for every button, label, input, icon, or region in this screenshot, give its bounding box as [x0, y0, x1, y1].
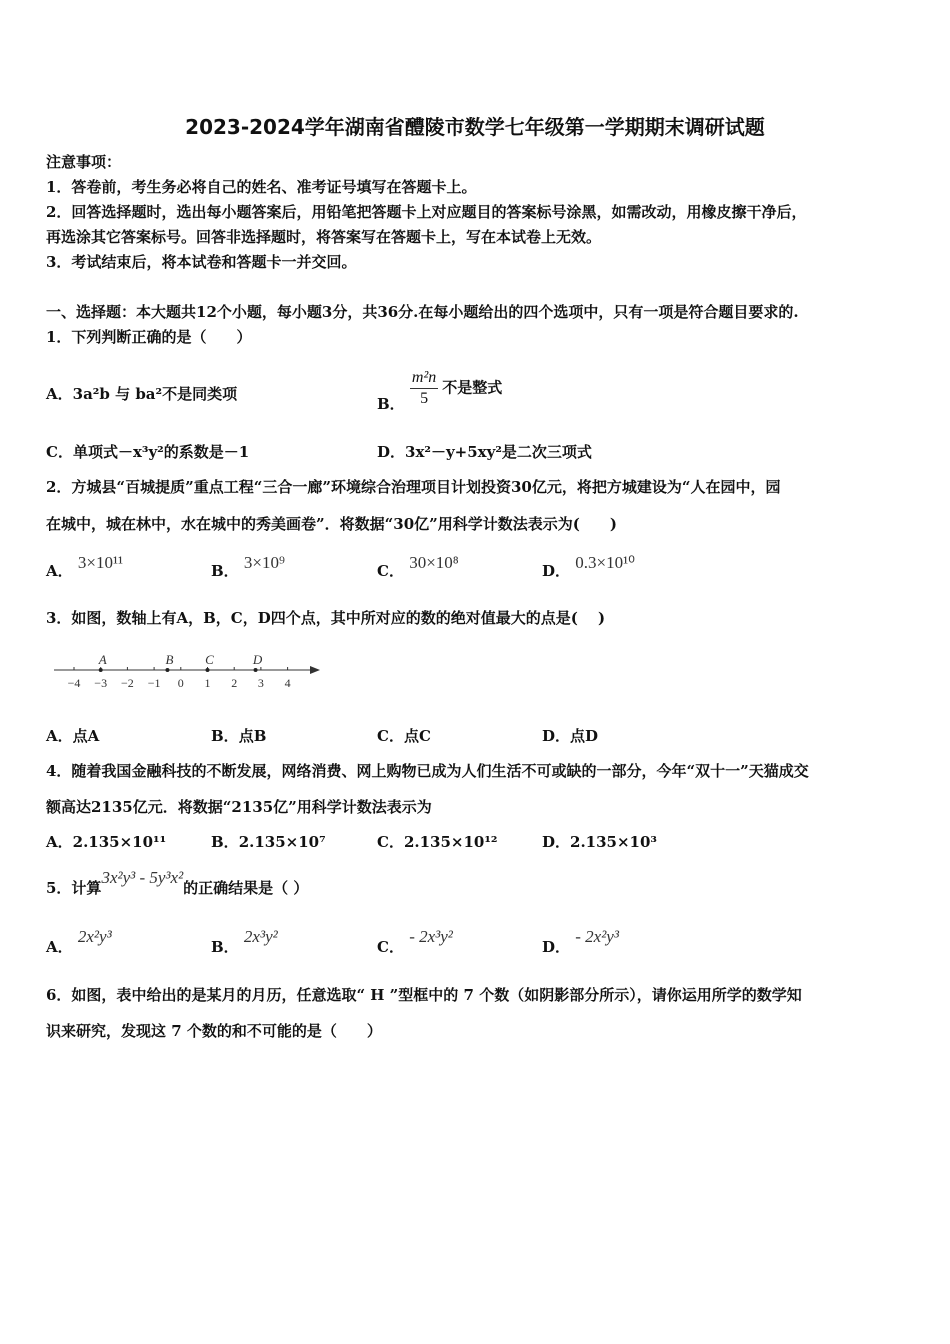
q6-stem-line2: 识来研究，发现这 7 个数的和不可能的是（ ） [46, 1022, 382, 1040]
q1-option-a: A．3a²b 与 ba²不是同类项 [46, 385, 238, 403]
notice-item: 1．答卷前，考生务必将自己的姓名、准考证号填写在答题卡上。 [46, 178, 477, 196]
q1-option-c: C．单项式－x³y²的系数是－1 [46, 443, 250, 461]
number-line-tick-label: 0 [177, 676, 184, 690]
q1-stem: 1．下列判断正确的是（ ） [46, 328, 252, 346]
q1-b-fraction: $\frac{\text{m²n}}{5}$ [411, 369, 437, 407]
number-line-point [165, 668, 169, 672]
q3-option-d: D．点D [542, 727, 599, 745]
number-line-tick-label: −2 [121, 676, 134, 690]
number-line-point [99, 668, 103, 672]
q4-option-a: A．2.135×10¹¹ [46, 833, 167, 851]
q2-option-d: D． 0.3×10¹⁰ [542, 553, 635, 580]
notice-item: 再选涂其它答案标号。回答非选择题时，将答案写在答题卡上，写在本试卷上无效。 [46, 228, 602, 246]
q4-stem-line1: 4．随着我国金融科技的不断发展，网络消费、网上购物已成为人们生活不可或缺的一部分，今年“双十一”天猫成交 [46, 762, 809, 780]
number-line-figure [52, 650, 332, 694]
notice-heading: 注意事项： [46, 153, 122, 171]
q4-option-c: C．2.135×10¹² [377, 833, 498, 851]
number-line-arrow-icon [310, 666, 320, 674]
q2-option-b: B． 3×10⁹ [211, 553, 285, 580]
q2-option-a: A． 3×10¹¹ [46, 553, 124, 580]
number-line-point [254, 668, 258, 672]
number-line-point [206, 668, 210, 672]
q5-option-d: D． - 2x²y³ [542, 927, 619, 956]
q3-option-b: B．点B [211, 727, 267, 745]
q2-stem-line1: 2．方城县“百城提质”重点工程“三合一廊”环境综合治理项目计划投资30亿元，将把方城建设为“人在园中，园 [46, 478, 781, 496]
notice-item: 2．回答选择题时，选出每小题答案后，用铅笔把答题卡上对应题目的答案标号涂黑，如需改动，用橡皮擦干净后， [46, 203, 807, 221]
q5-stem: 5．计算3x²y³ - 5y³x²的正确结果是（ ） [46, 868, 309, 897]
q4-stem-line2: 额高达2135亿元．将数据“2135亿”用科学计数法表示为 [46, 798, 432, 816]
q3-option-c: C．点C [377, 727, 431, 745]
number-line-tick-label: 4 [284, 676, 291, 690]
number-line-point-label: A [98, 652, 107, 667]
q5-option-c: C． - 2x³y² [377, 927, 453, 956]
q1-option-d: D．3x²－y+5xy²是二次三项式 [377, 443, 592, 461]
number-line-points [98, 652, 263, 672]
number-line-point-label: D [252, 652, 263, 667]
number-line-tick-label: 3 [257, 676, 264, 690]
q5-option-a: A． 2x²y³ [46, 927, 112, 956]
q4-option-b: B．2.135×10⁷ [211, 833, 326, 851]
q1-a-expr: 3a²b [72, 385, 110, 403]
number-line-tick-label: 1 [204, 676, 211, 690]
number-line-tick-label: −1 [147, 676, 161, 690]
number-line-tick-label: −3 [94, 676, 108, 690]
number-line-point-label: C [205, 652, 214, 667]
q3-option-a: A．点A [46, 727, 100, 745]
number-line-tick-label: 2 [231, 676, 238, 690]
page-title: 2023-2024学年湖南省醴陵市数学七年级第一学期期末调研试题 [185, 115, 765, 139]
q5-option-b: B． 2x³y² [211, 927, 278, 956]
q4-option-d: D．2.135×10³ [542, 833, 657, 851]
q2-option-c: C． 30×10⁸ [377, 553, 459, 580]
notice-item: 3．考试结束后，将本试卷和答题卡一并交回。 [46, 253, 357, 271]
q1-option-b: B． $\frac{\text{m²n}}{5}$ 不是整式 [377, 369, 503, 413]
section-heading: 一、选择题：本大题共12个小题，每小题3分，共36分.在每小题给出的四个选项中，只有一项是符合题目要求的. [46, 303, 799, 321]
q6-stem-line1: 6．如图，表中给出的是某月的月历，任意选取“ H ”型框中的 7 个数（如阴影部分所示），请你运用所学的数学知 [46, 986, 802, 1004]
q1-a-expr2: ba² [135, 385, 163, 403]
number-line-point-label: B [165, 652, 174, 667]
q2-stem-line2: 在城中，城在林中，水在城中的秀美画卷”．将数据“30亿”用科学计数法表示为( ) [46, 515, 617, 533]
number-line-tick-label: −4 [67, 676, 81, 690]
q5-expression: 3x²y³ - 5y³x² [101, 868, 184, 887]
q3-stem: 3．如图，数轴上有A，B，C，D四个点，其中所对应的数的绝对值最大的点是( ) [46, 609, 606, 627]
